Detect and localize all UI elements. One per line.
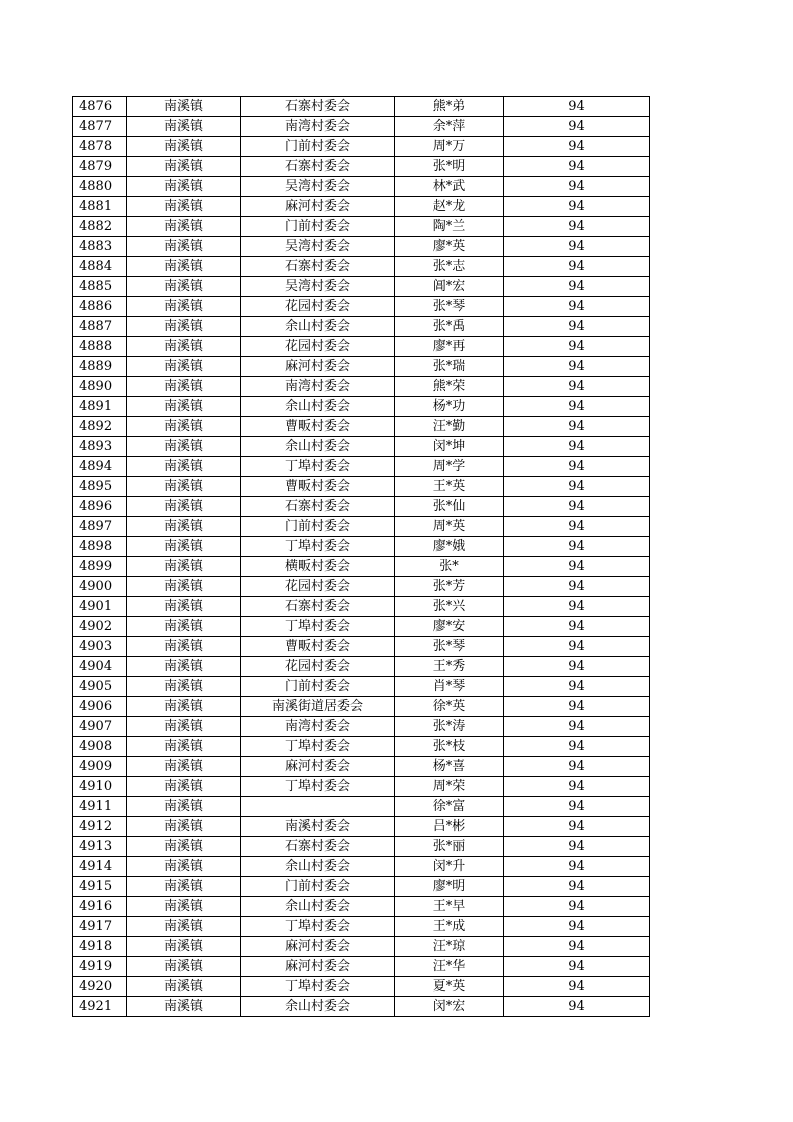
row-number-cell: 4898 [73, 537, 127, 557]
name-cell: 汪*琼 [395, 937, 504, 957]
score-cell: 94 [504, 457, 650, 477]
row-number-cell: 4907 [73, 717, 127, 737]
table-row [73, 277, 650, 297]
row-number-cell: 4912 [73, 817, 127, 837]
town-cell: 南溪镇 [127, 237, 241, 257]
name-cell: 周*英 [395, 517, 504, 537]
score-cell: 94 [504, 117, 650, 137]
score-cell: 94 [504, 957, 650, 977]
name-cell: 王*秀 [395, 657, 504, 677]
village-committee-cell: 余山村委会 [241, 437, 395, 457]
score-cell: 94 [504, 857, 650, 877]
name-cell: 周*万 [395, 137, 504, 157]
name-cell: 周*荣 [395, 777, 504, 797]
table-row [73, 557, 650, 577]
town-cell: 南溪镇 [127, 837, 241, 857]
village-committee-cell: 花园村委会 [241, 337, 395, 357]
village-committee-cell: 门前村委会 [241, 877, 395, 897]
table-row [73, 817, 650, 837]
row-number-cell: 4901 [73, 597, 127, 617]
village-committee-cell: 麻河村委会 [241, 197, 395, 217]
score-cell: 94 [504, 837, 650, 857]
row-number-cell: 4916 [73, 897, 127, 917]
village-committee-cell: 麻河村委会 [241, 957, 395, 977]
table-row [73, 857, 650, 877]
row-number-cell: 4885 [73, 277, 127, 297]
row-number-cell: 4877 [73, 117, 127, 137]
row-number-cell: 4897 [73, 517, 127, 537]
table-row [73, 477, 650, 497]
table-row [73, 777, 650, 797]
town-cell: 南溪镇 [127, 977, 241, 997]
row-number-cell: 4891 [73, 397, 127, 417]
table-row [73, 237, 650, 257]
table-row [73, 417, 650, 437]
town-cell: 南溪镇 [127, 337, 241, 357]
name-cell: 陶*兰 [395, 217, 504, 237]
table-row [73, 177, 650, 197]
score-cell: 94 [504, 257, 650, 277]
row-number-cell: 4908 [73, 737, 127, 757]
row-number-cell: 4880 [73, 177, 127, 197]
row-number-cell: 4905 [73, 677, 127, 697]
village-committee-cell: 南湾村委会 [241, 117, 395, 137]
table-row [73, 977, 650, 997]
village-committee-cell: 吴湾村委会 [241, 277, 395, 297]
name-cell: 王*成 [395, 917, 504, 937]
row-number-cell: 4918 [73, 937, 127, 957]
town-cell: 南溪镇 [127, 577, 241, 597]
name-cell: 张*枝 [395, 737, 504, 757]
table-row [73, 157, 650, 177]
score-cell: 94 [504, 997, 650, 1017]
row-number-cell: 4910 [73, 777, 127, 797]
village-committee-cell: 南溪街道居委会 [241, 697, 395, 717]
name-cell: 余*萍 [395, 117, 504, 137]
village-committee-cell: 门前村委会 [241, 677, 395, 697]
town-cell: 南溪镇 [127, 717, 241, 737]
row-number-cell: 4882 [73, 217, 127, 237]
name-cell: 王*早 [395, 897, 504, 917]
name-cell: 夏*英 [395, 977, 504, 997]
table-row [73, 397, 650, 417]
row-number-cell: 4906 [73, 697, 127, 717]
row-number-cell: 4879 [73, 157, 127, 177]
row-number-cell: 4878 [73, 137, 127, 157]
score-cell: 94 [504, 97, 650, 117]
row-number-cell: 4899 [73, 557, 127, 577]
row-number-cell: 4892 [73, 417, 127, 437]
row-number-cell: 4884 [73, 257, 127, 277]
village-committee-cell: 门前村委会 [241, 137, 395, 157]
name-cell: 杨*喜 [395, 757, 504, 777]
table-row [73, 457, 650, 477]
score-cell: 94 [504, 217, 650, 237]
town-cell: 南溪镇 [127, 477, 241, 497]
village-committee-cell: 花园村委会 [241, 657, 395, 677]
name-cell: 杨*功 [395, 397, 504, 417]
table-row [73, 437, 650, 457]
village-committee-cell: 麻河村委会 [241, 357, 395, 377]
town-cell: 南溪镇 [127, 177, 241, 197]
row-number-cell: 4886 [73, 297, 127, 317]
name-cell: 闵*宏 [395, 997, 504, 1017]
score-cell: 94 [504, 977, 650, 997]
name-cell: 张*兴 [395, 597, 504, 617]
town-cell: 南溪镇 [127, 377, 241, 397]
town-cell: 南溪镇 [127, 417, 241, 437]
row-number-cell: 4917 [73, 917, 127, 937]
town-cell: 南溪镇 [127, 697, 241, 717]
village-committee-cell: 麻河村委会 [241, 757, 395, 777]
row-number-cell: 4911 [73, 797, 127, 817]
town-cell: 南溪镇 [127, 257, 241, 277]
town-cell: 南溪镇 [127, 157, 241, 177]
name-cell: 闵*升 [395, 857, 504, 877]
town-cell: 南溪镇 [127, 877, 241, 897]
village-committee-cell: 石寨村委会 [241, 597, 395, 617]
table-row [73, 757, 650, 777]
table-row [73, 317, 650, 337]
table-row [73, 597, 650, 617]
score-cell: 94 [504, 717, 650, 737]
town-cell: 南溪镇 [127, 737, 241, 757]
score-cell: 94 [504, 697, 650, 717]
score-cell: 94 [504, 577, 650, 597]
row-number-cell: 4903 [73, 637, 127, 657]
village-committee-cell: 吴湾村委会 [241, 237, 395, 257]
name-cell: 肖*琴 [395, 677, 504, 697]
town-cell: 南溪镇 [127, 397, 241, 417]
score-cell: 94 [504, 517, 650, 537]
town-cell: 南溪镇 [127, 817, 241, 837]
village-committee-cell: 吴湾村委会 [241, 177, 395, 197]
town-cell: 南溪镇 [127, 117, 241, 137]
town-cell: 南溪镇 [127, 997, 241, 1017]
table-row [73, 137, 650, 157]
table-row [73, 637, 650, 657]
town-cell: 南溪镇 [127, 937, 241, 957]
name-cell: 张*仙 [395, 497, 504, 517]
row-number-cell: 4894 [73, 457, 127, 477]
row-number-cell: 4909 [73, 757, 127, 777]
table-row [73, 577, 650, 597]
name-cell: 林*武 [395, 177, 504, 197]
village-committee-cell: 南湾村委会 [241, 377, 395, 397]
town-cell: 南溪镇 [127, 137, 241, 157]
table-row [73, 717, 650, 737]
village-committee-cell [241, 797, 395, 817]
village-committee-cell: 门前村委会 [241, 217, 395, 237]
table-row [73, 957, 650, 977]
village-committee-cell: 丁埠村委会 [241, 777, 395, 797]
table-row [73, 297, 650, 317]
row-number-cell: 4921 [73, 997, 127, 1017]
name-cell: 张*芳 [395, 577, 504, 597]
score-cell: 94 [504, 157, 650, 177]
name-cell: 张*明 [395, 157, 504, 177]
table-row [73, 517, 650, 537]
town-cell: 南溪镇 [127, 437, 241, 457]
village-committee-cell: 麻河村委会 [241, 937, 395, 957]
village-committee-cell: 横畈村委会 [241, 557, 395, 577]
score-cell: 94 [504, 737, 650, 757]
name-cell: 廖*明 [395, 877, 504, 897]
town-cell: 南溪镇 [127, 537, 241, 557]
town-cell: 南溪镇 [127, 97, 241, 117]
score-cell: 94 [504, 437, 650, 457]
village-committee-cell: 花园村委会 [241, 297, 395, 317]
table-row [73, 677, 650, 697]
town-cell: 南溪镇 [127, 517, 241, 537]
name-cell: 赵*龙 [395, 197, 504, 217]
village-committee-cell: 花园村委会 [241, 577, 395, 597]
row-number-cell: 4915 [73, 877, 127, 897]
name-cell: 张*禹 [395, 317, 504, 337]
table-row [73, 217, 650, 237]
row-number-cell: 4919 [73, 957, 127, 977]
name-cell: 徐*富 [395, 797, 504, 817]
score-cell: 94 [504, 417, 650, 437]
score-cell: 94 [504, 877, 650, 897]
name-cell: 阊*宏 [395, 277, 504, 297]
village-committee-cell: 丁埠村委会 [241, 737, 395, 757]
town-cell: 南溪镇 [127, 897, 241, 917]
score-cell: 94 [504, 657, 650, 677]
score-cell: 94 [504, 177, 650, 197]
table-row [73, 537, 650, 557]
table-row [73, 117, 650, 137]
village-committee-cell: 石寨村委会 [241, 257, 395, 277]
row-number-cell: 4896 [73, 497, 127, 517]
table-row [73, 797, 650, 817]
name-cell: 徐*英 [395, 697, 504, 717]
village-committee-cell: 石寨村委会 [241, 97, 395, 117]
town-cell: 南溪镇 [127, 597, 241, 617]
score-cell: 94 [504, 357, 650, 377]
table-row [73, 657, 650, 677]
row-number-cell: 4902 [73, 617, 127, 637]
town-cell: 南溪镇 [127, 777, 241, 797]
town-cell: 南溪镇 [127, 557, 241, 577]
village-committee-cell: 曹畈村委会 [241, 417, 395, 437]
score-cell: 94 [504, 797, 650, 817]
score-cell: 94 [504, 817, 650, 837]
town-cell: 南溪镇 [127, 637, 241, 657]
table-row [73, 917, 650, 937]
town-cell: 南溪镇 [127, 297, 241, 317]
town-cell: 南溪镇 [127, 757, 241, 777]
village-committee-cell: 余山村委会 [241, 997, 395, 1017]
village-committee-cell: 丁埠村委会 [241, 457, 395, 477]
name-cell: 熊*荣 [395, 377, 504, 397]
village-committee-cell: 曹畈村委会 [241, 637, 395, 657]
row-number-cell: 4887 [73, 317, 127, 337]
village-committee-cell: 石寨村委会 [241, 497, 395, 517]
town-cell: 南溪镇 [127, 857, 241, 877]
score-cell: 94 [504, 917, 650, 937]
town-cell: 南溪镇 [127, 617, 241, 637]
row-number-cell: 4920 [73, 977, 127, 997]
name-cell: 汪*华 [395, 957, 504, 977]
row-number-cell: 4913 [73, 837, 127, 857]
table-row [73, 997, 650, 1017]
name-cell: 廖*娥 [395, 537, 504, 557]
row-number-cell: 4881 [73, 197, 127, 217]
name-cell: 吕*彬 [395, 817, 504, 837]
name-cell: 张*志 [395, 257, 504, 277]
score-cell: 94 [504, 597, 650, 617]
score-cell: 94 [504, 897, 650, 917]
table-row [73, 257, 650, 277]
town-cell: 南溪镇 [127, 497, 241, 517]
village-committee-cell: 余山村委会 [241, 857, 395, 877]
name-cell: 周*学 [395, 457, 504, 477]
score-cell: 94 [504, 317, 650, 337]
town-cell: 南溪镇 [127, 677, 241, 697]
score-cell: 94 [504, 497, 650, 517]
data-table [72, 96, 650, 1017]
name-cell: 张* [395, 557, 504, 577]
row-number-cell: 4904 [73, 657, 127, 677]
table-row [73, 357, 650, 377]
row-number-cell: 4914 [73, 857, 127, 877]
village-committee-cell: 南湾村委会 [241, 717, 395, 737]
row-number-cell: 4876 [73, 97, 127, 117]
village-committee-cell: 南溪村委会 [241, 817, 395, 837]
row-number-cell: 4893 [73, 437, 127, 457]
name-cell: 闵*坤 [395, 437, 504, 457]
score-cell: 94 [504, 337, 650, 357]
town-cell: 南溪镇 [127, 957, 241, 977]
score-cell: 94 [504, 397, 650, 417]
table-row [73, 737, 650, 757]
village-committee-cell: 余山村委会 [241, 317, 395, 337]
score-cell: 94 [504, 557, 650, 577]
row-number-cell: 4895 [73, 477, 127, 497]
table-row [73, 837, 650, 857]
village-committee-cell: 石寨村委会 [241, 157, 395, 177]
table-row [73, 697, 650, 717]
table-body [73, 97, 650, 1017]
village-committee-cell: 曹畈村委会 [241, 477, 395, 497]
village-committee-cell: 余山村委会 [241, 897, 395, 917]
table-row [73, 197, 650, 217]
name-cell: 张*琴 [395, 297, 504, 317]
score-cell: 94 [504, 277, 650, 297]
name-cell: 张*琴 [395, 637, 504, 657]
village-committee-cell: 石寨村委会 [241, 837, 395, 857]
town-cell: 南溪镇 [127, 317, 241, 337]
score-cell: 94 [504, 297, 650, 317]
village-committee-cell: 丁埠村委会 [241, 617, 395, 637]
name-cell: 张*涛 [395, 717, 504, 737]
name-cell: 廖*英 [395, 237, 504, 257]
score-cell: 94 [504, 197, 650, 217]
village-committee-cell: 余山村委会 [241, 397, 395, 417]
town-cell: 南溪镇 [127, 917, 241, 937]
score-cell: 94 [504, 377, 650, 397]
row-number-cell: 4900 [73, 577, 127, 597]
name-cell: 张*丽 [395, 837, 504, 857]
score-cell: 94 [504, 237, 650, 257]
village-committee-cell: 丁埠村委会 [241, 917, 395, 937]
score-cell: 94 [504, 637, 650, 657]
village-committee-cell: 门前村委会 [241, 517, 395, 537]
name-cell: 廖*安 [395, 617, 504, 637]
score-cell: 94 [504, 677, 650, 697]
name-cell: 廖*再 [395, 337, 504, 357]
score-cell: 94 [504, 937, 650, 957]
row-number-cell: 4888 [73, 337, 127, 357]
town-cell: 南溪镇 [127, 277, 241, 297]
table-row [73, 937, 650, 957]
name-cell: 熊*弟 [395, 97, 504, 117]
village-committee-cell: 丁埠村委会 [241, 537, 395, 557]
town-cell: 南溪镇 [127, 457, 241, 477]
row-number-cell: 4890 [73, 377, 127, 397]
score-cell: 94 [504, 137, 650, 157]
name-cell: 汪*勤 [395, 417, 504, 437]
town-cell: 南溪镇 [127, 357, 241, 377]
table-row [73, 877, 650, 897]
town-cell: 南溪镇 [127, 217, 241, 237]
name-cell: 王*英 [395, 477, 504, 497]
table-row [73, 617, 650, 637]
table-row [73, 897, 650, 917]
table-row [73, 377, 650, 397]
score-cell: 94 [504, 757, 650, 777]
score-cell: 94 [504, 477, 650, 497]
town-cell: 南溪镇 [127, 657, 241, 677]
score-cell: 94 [504, 537, 650, 557]
row-number-cell: 4883 [73, 237, 127, 257]
village-committee-cell: 丁埠村委会 [241, 977, 395, 997]
town-cell: 南溪镇 [127, 197, 241, 217]
row-number-cell: 4889 [73, 357, 127, 377]
name-cell: 张*瑞 [395, 357, 504, 377]
town-cell: 南溪镇 [127, 797, 241, 817]
score-cell: 94 [504, 617, 650, 637]
table-row [73, 337, 650, 357]
table-row [73, 497, 650, 517]
table-row [73, 97, 650, 117]
score-cell: 94 [504, 777, 650, 797]
